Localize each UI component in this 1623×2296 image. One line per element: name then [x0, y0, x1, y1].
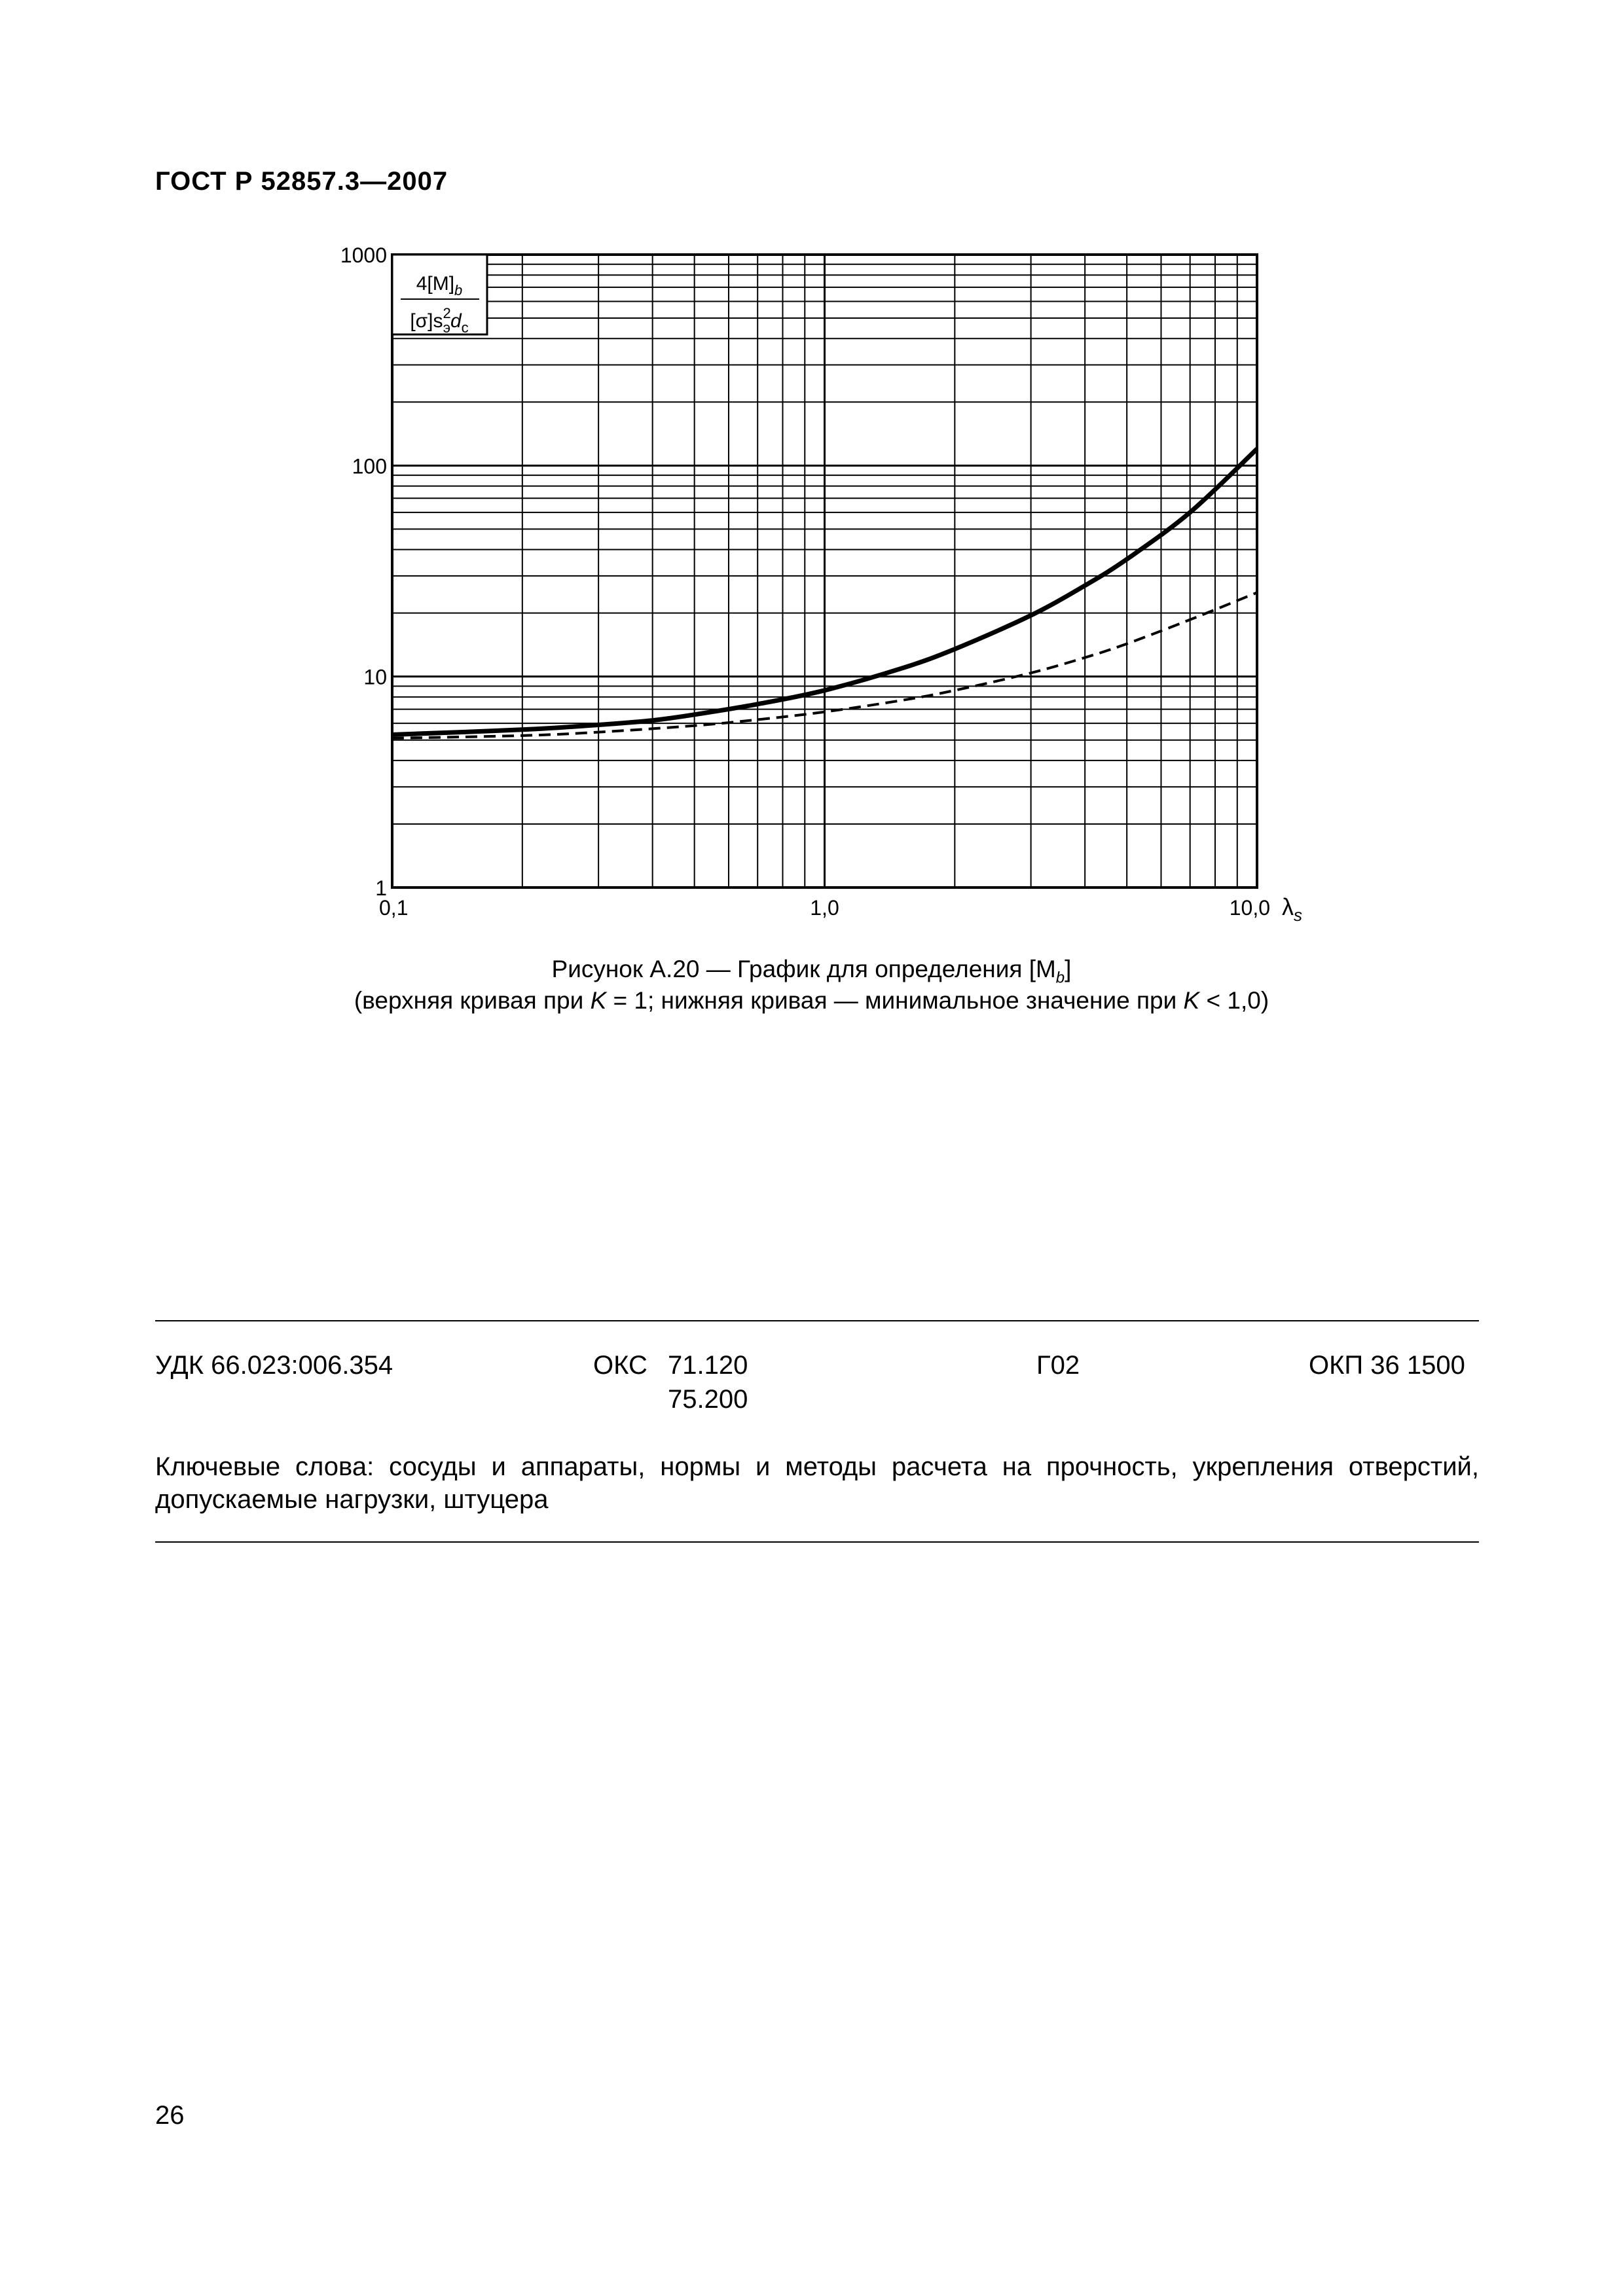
y-axis-label-numerator: $4[M]_b$ — [416, 273, 463, 298]
oks-label: ОКС — [593, 1351, 647, 1380]
figure-caption: Рисунок А.20 — График для определения $[M_b]$ — [551, 956, 1072, 987]
chart-figure — [0, 0, 1623, 956]
keywords: Ключевые слова: сосуды и аппараты, нормы и методы расчета на прочность, укрепления отверстий, допускаемые нагрузки, штуцера — [155, 1452, 1479, 1514]
oks-code-2: 75.200 — [668, 1385, 748, 1414]
page-number: 26 — [155, 2101, 185, 2130]
chart-grid — [392, 255, 1257, 888]
okp-code: ОКП 36 1500 — [1309, 1351, 1465, 1380]
document-header: ГОСТ Р 52857.3—2007 — [155, 167, 448, 196]
y-tick-label: 1 — [375, 876, 387, 900]
y-tick-label: 10 — [363, 665, 387, 689]
x-tick-label: 10,0 — [1229, 896, 1270, 920]
oks-code-1: 71.120 — [668, 1351, 748, 1380]
x-tick-label: 1,0 — [810, 896, 839, 920]
bottom-divider — [155, 1541, 1479, 1543]
x-tick-label: 0,1 — [379, 896, 409, 920]
udk-code: УДК 66.023:006.354 — [155, 1351, 393, 1380]
y-tick-label: 1000 — [340, 243, 387, 267]
figure-note: (верхняя кривая при K = 1; нижняя кривая — минимальное значение при K < 1,0) — [354, 987, 1269, 1014]
top-divider — [155, 1320, 1479, 1321]
y-tick-label: 100 — [352, 454, 387, 478]
x-axis-label: $\lambda_s$ — [1282, 893, 1302, 925]
g-code: Г02 — [1036, 1351, 1080, 1380]
y-axis-label-denominator: $[\sigma]s^2$ $эd_c$ — [410, 305, 469, 336]
